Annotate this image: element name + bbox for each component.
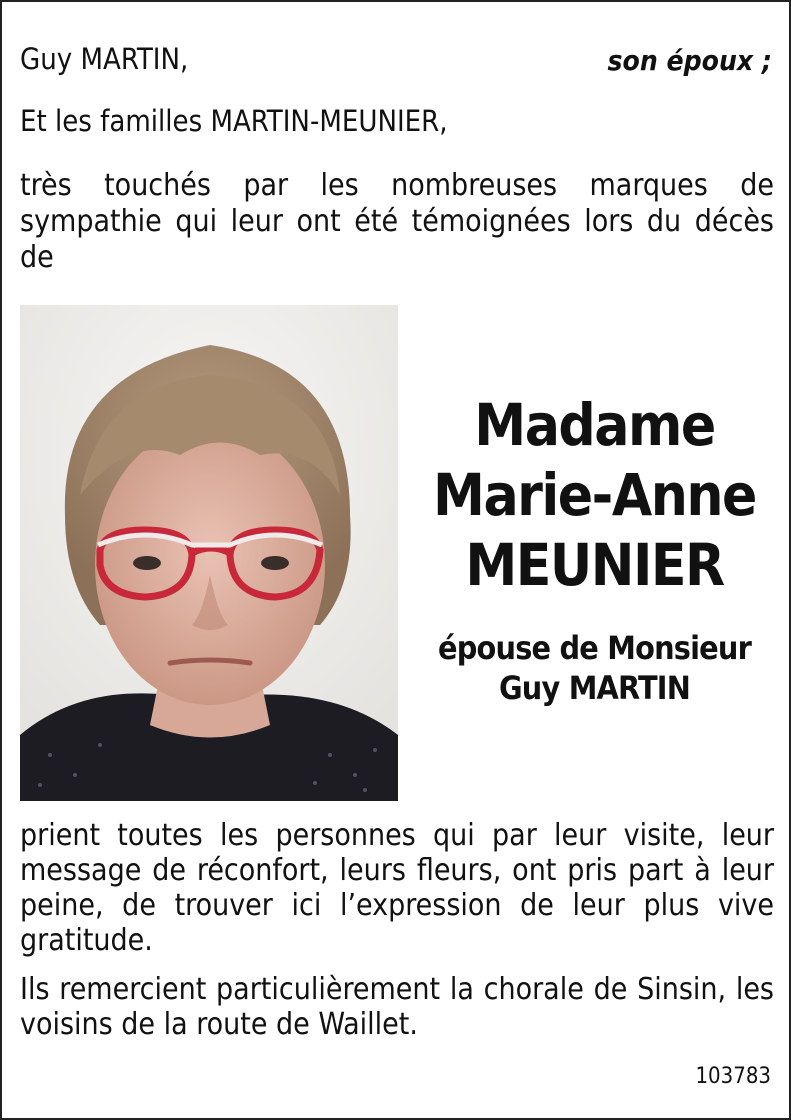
husband-role: son époux ;	[607, 44, 772, 77]
intro-paragraph: très touchés par les nombreuses marques de sympathie qui leur ont été témoignées lors du décès de	[20, 168, 774, 275]
thanks-paragraph: prient toutes les personnes qui par leur visite, leur message de réconfort, leurs fleurs, ont pris part à leur peine, de trouver ici l’expression de leur plus vive gratitude.	[20, 818, 774, 958]
deceased-last-name: MEUNIER	[465, 531, 724, 599]
special-thanks-paragraph: Ils remercient particulièrement la chorale de Sinsin, les voisins de la route de Waillet.	[20, 972, 774, 1042]
spouse-line-2: Guy MARTIN	[498, 669, 691, 707]
deceased-title: Madame	[474, 391, 715, 459]
header-line	[20, 42, 772, 86]
spouse-info	[412, 628, 777, 708]
portrait-photo	[20, 305, 398, 801]
husband-name: Guy MARTIN,	[20, 42, 189, 76]
deceased-first-name: Marie-Anne	[433, 461, 756, 529]
reference-number: 103783	[695, 1064, 771, 1089]
deceased-name	[412, 390, 777, 600]
spouse-line-1: épouse de Monsieur	[437, 629, 752, 667]
families-line: Et les familles MARTIN-MEUNIER,	[20, 104, 448, 138]
